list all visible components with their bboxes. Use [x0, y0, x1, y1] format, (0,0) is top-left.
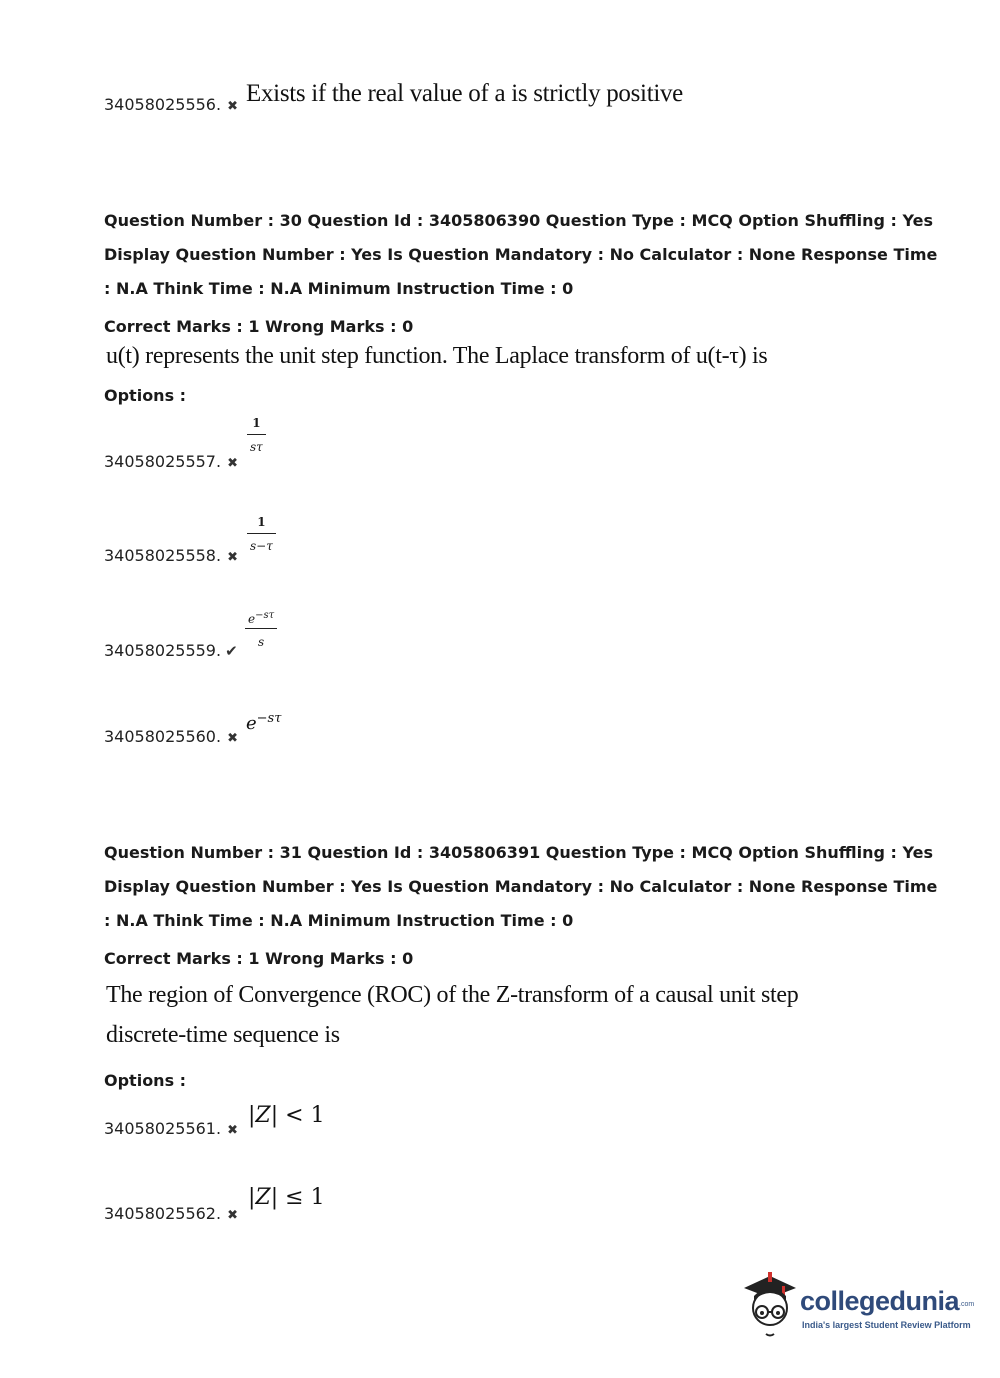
option-id [104, 1119, 238, 1138]
option-id [104, 452, 238, 471]
wrong-mark-icon: ✖ [227, 1123, 238, 1138]
option-id-text: 34058025560. [104, 727, 222, 746]
exp-base: e [246, 713, 257, 734]
option-id [104, 95, 238, 114]
wrong-mark-icon: ✖ [227, 1208, 238, 1223]
math-operator: ≤ [285, 1185, 304, 1210]
math-lhs: |Z| [248, 1185, 279, 1210]
exp-power: −sτ [255, 610, 275, 621]
option-math [245, 612, 277, 649]
logo-tagline: India's largest Student Review Platform [802, 1320, 971, 1330]
wrong-mark-icon: ✖ [227, 456, 238, 471]
options-label: Options : [104, 1071, 187, 1090]
question-meta-line: Display Question Number : Yes Is Question Mandatory : No Calculator : None Response Time [104, 877, 938, 896]
marks-line: Correct Marks : 1 Wrong Marks : 0 [104, 317, 414, 336]
logo-name: collegedunia [800, 1286, 960, 1316]
fraction-numerator: 1 [257, 515, 266, 529]
option-id-text: 34058025558. [104, 546, 222, 565]
exp-power: −sτ [256, 711, 282, 726]
wrong-mark-icon: ✖ [227, 99, 238, 114]
wrong-mark-icon: ✖ [227, 731, 238, 746]
option-math [248, 1185, 325, 1210]
collegedunia-logo [740, 1272, 975, 1342]
option-id [104, 641, 238, 660]
marks-line: Correct Marks : 1 Wrong Marks : 0 [104, 949, 414, 968]
option-text: Exists if the real value of a is strictly positive [246, 80, 683, 107]
options-label: Options : [104, 386, 187, 405]
mascot-icon [740, 1272, 800, 1340]
question-meta-line: Question Number : 31 Question Id : 3405806391 Question Type : MCQ Option Shuffling : Yes [104, 843, 934, 862]
option-math [247, 515, 276, 553]
question-meta-line: : N.A Think Time : N.A Minimum Instruction Time : 0 [104, 911, 574, 930]
fraction-denominator: s [257, 635, 265, 649]
math-lhs: |Z| [248, 1103, 279, 1128]
wrong-mark-icon: ✖ [227, 550, 238, 565]
option-id-text: 34058025556. [104, 95, 222, 114]
math-rhs: 1 [310, 1185, 325, 1210]
correct-check-icon: ✔ [225, 642, 238, 660]
fraction-bar [247, 434, 266, 435]
math-rhs: 1 [310, 1103, 325, 1128]
option-id [104, 1204, 238, 1223]
question-meta-line: : N.A Think Time : N.A Minimum Instruction Time : 0 [104, 279, 574, 298]
option-id [104, 727, 238, 746]
math-operator: < [285, 1103, 304, 1128]
option-id-text: 34058025561. [104, 1119, 222, 1138]
option-math [247, 416, 266, 454]
question-meta-line: Display Question Number : Yes Is Question Mandatory : No Calculator : None Response Time [104, 245, 938, 264]
question-text: The region of Convergence (ROC) of the Z-transform of a causal unit step [106, 982, 799, 1008]
logo-suffix: .com [959, 1301, 975, 1308]
option-id-text: 34058025562. [104, 1204, 222, 1223]
question-meta-line: Question Number : 30 Question Id : 3405806390 Question Type : MCQ Option Shuffling : Yes [104, 211, 934, 230]
fraction-denominator: sτ [250, 440, 263, 454]
question-text: u(t) represents the unit step function. The Laplace transform of u(t-τ) is [106, 343, 768, 369]
logo-wordmark [800, 1286, 974, 1317]
fraction-bar [245, 628, 277, 629]
fraction-numerator [245, 612, 277, 626]
fraction-numerator: 1 [252, 416, 261, 430]
option-math [248, 1103, 325, 1128]
option-id-text: 34058025557. [104, 452, 222, 471]
option-id-text: 34058025559. [104, 641, 222, 660]
fraction-bar [247, 533, 276, 534]
option-math [246, 713, 281, 734]
option-id [104, 546, 238, 565]
question-text: discrete-time sequence is [106, 1022, 340, 1048]
exp-base: e [248, 612, 256, 626]
fraction-denominator: s−τ [250, 539, 273, 553]
